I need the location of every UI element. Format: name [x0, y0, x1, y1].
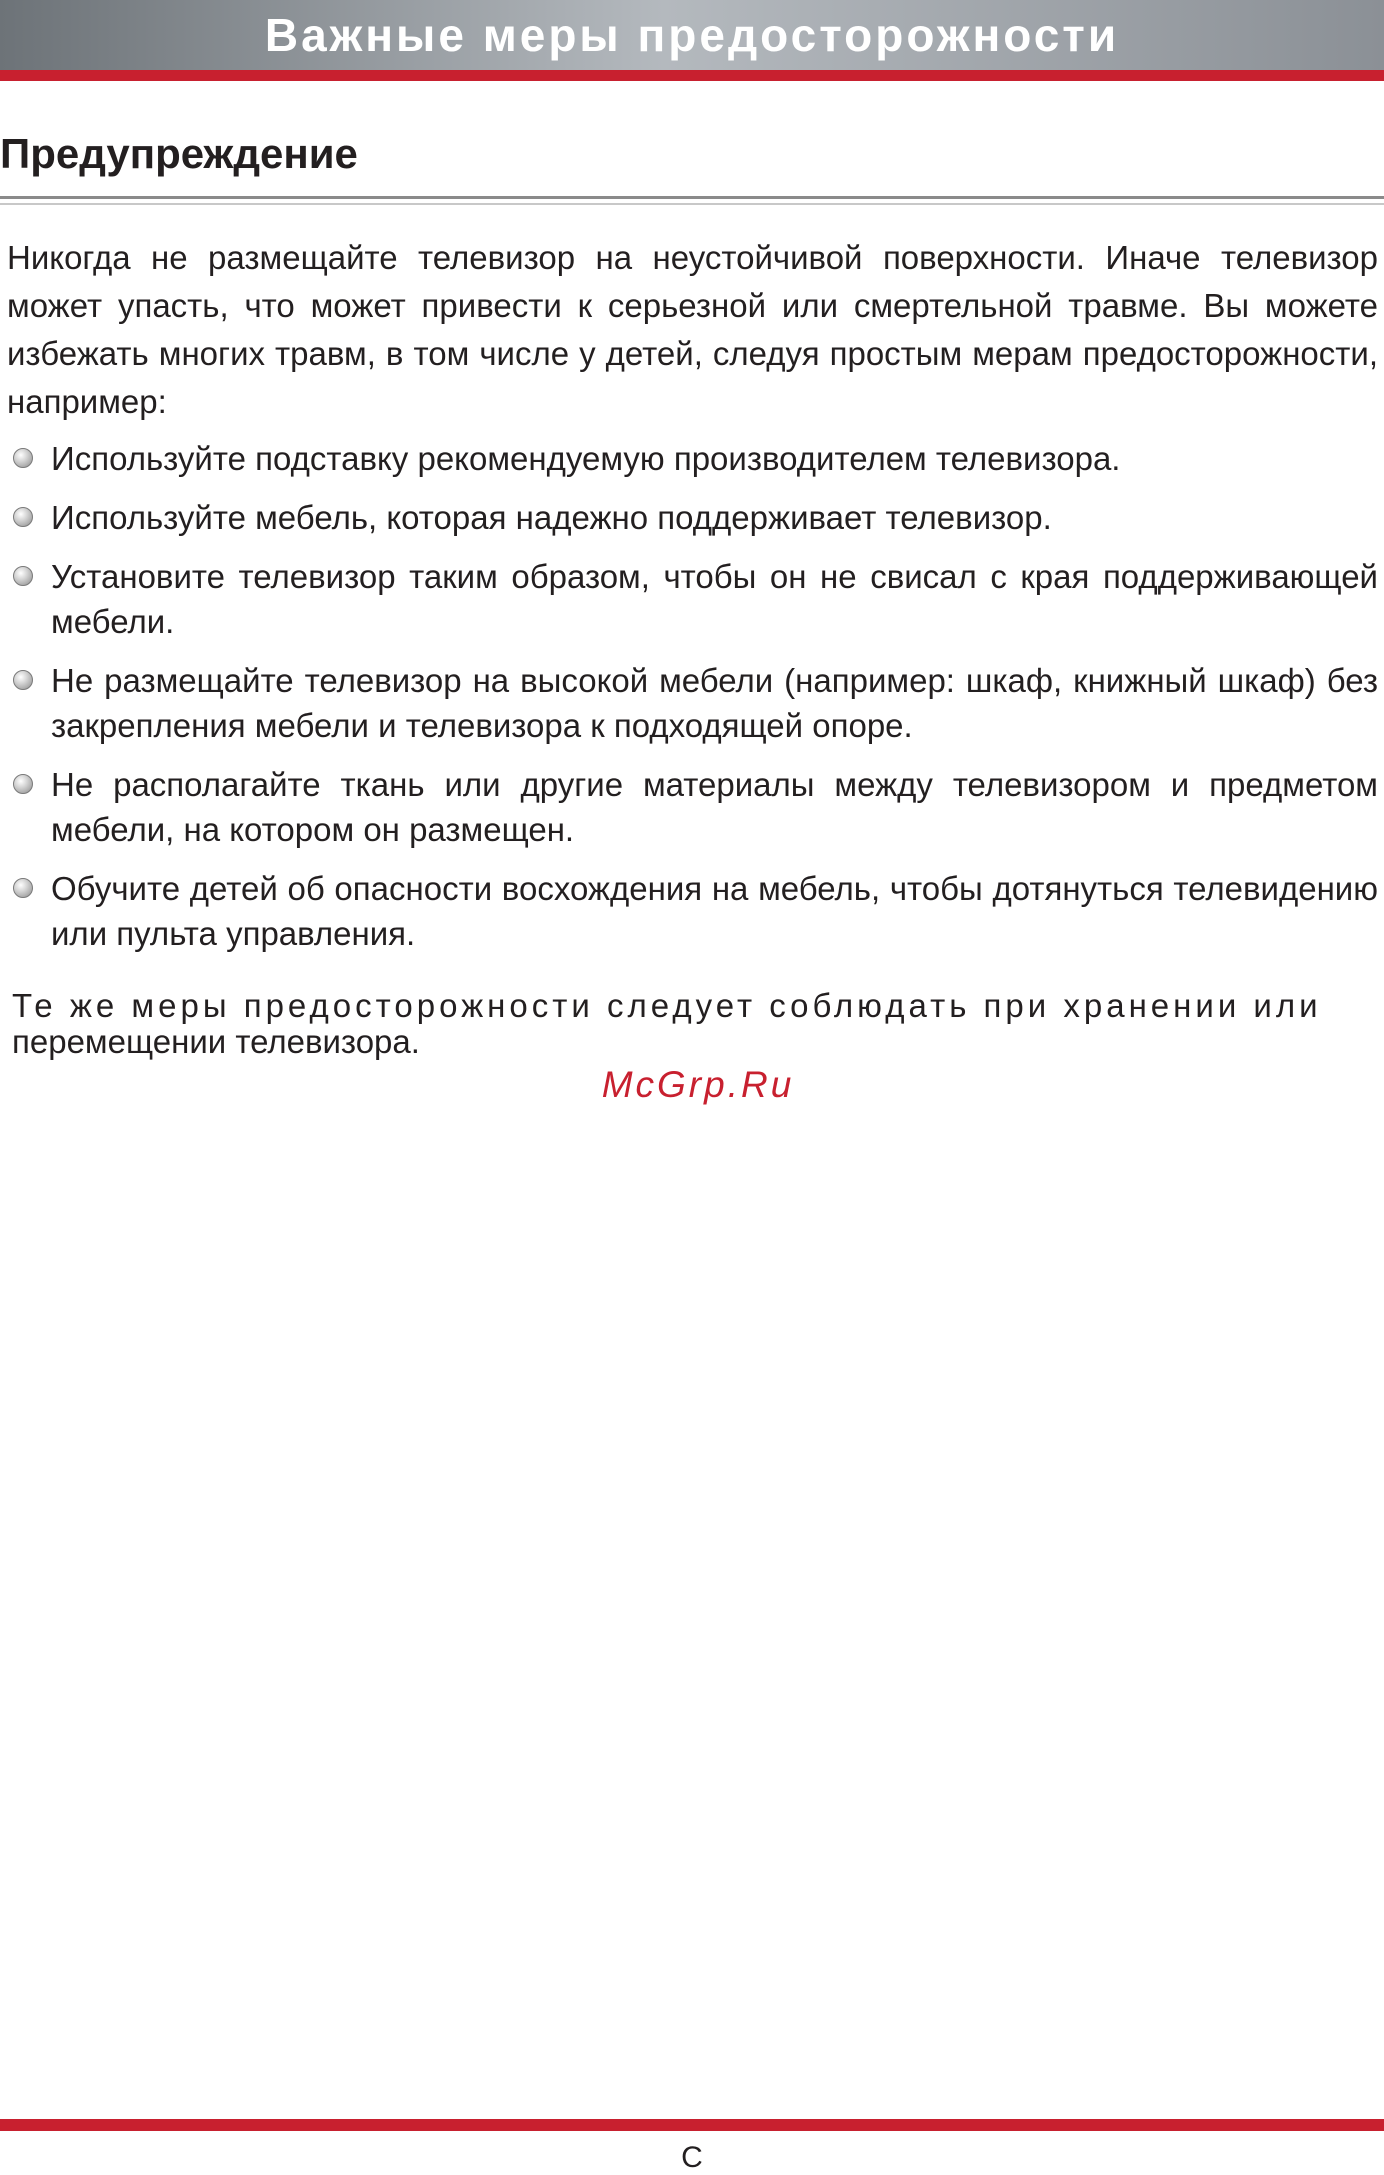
bullet-icon [13, 507, 33, 527]
closing-line-2: перемещении телевизора. [12, 1023, 420, 1060]
list-item-text: Обучите детей об опасности восхождения на мебель, чтобы дотянуться телевидению или пульта управления. [51, 870, 1378, 952]
list-item-text: Не располагайте ткань или другие материалы между телевизором и предметом мебели, на котором он размещен. [51, 766, 1378, 848]
bullet-icon [13, 774, 33, 794]
section-title: Предупреждение [0, 130, 358, 177]
list-item-text: Используйте мебель, которая надежно поддерживает телевизор. [51, 499, 1052, 536]
bullet-icon [13, 566, 33, 586]
footer-red-rule [0, 2119, 1384, 2131]
page-number: C [681, 2141, 703, 2174]
list-item [0, 436, 1384, 481]
list-item [0, 554, 1384, 644]
bullet-icon [13, 878, 33, 898]
intro-paragraph: Никогда не размещайте телевизор на неустойчивой поверхности. Иначе телевизор может упасть, что может привести к серьезной или смертельной травме. Вы можете избежать многих травм, в том числе у детей, следуя простым мерам предосторожности, например: [7, 239, 1378, 420]
list-item [0, 762, 1384, 852]
page-header-title: Важные меры предосторожности [264, 9, 1120, 61]
bullet-icon [13, 448, 33, 468]
closing-paragraph [12, 988, 1378, 1060]
watermark-link[interactable]: McGrp.Ru [601, 1064, 795, 1105]
list-item [0, 866, 1384, 956]
list-item [0, 495, 1384, 540]
list-item-text: Установите телевизор таким образом, чтобы он не свисал с края поддерживающей мебели. [51, 558, 1378, 640]
bullet-icon [13, 670, 33, 690]
section-divider-light [0, 203, 1384, 205]
precautions-list [0, 436, 1384, 970]
list-item [0, 658, 1384, 748]
list-item-text: Используйте подставку рекомендуемую производителем телевизора. [51, 440, 1121, 477]
header-red-rule [0, 70, 1384, 81]
section-divider [0, 196, 1384, 199]
list-item-text: Не размещайте телевизор на высокой мебели (например: шкаф, книжный шкаф) без закрепления мебели и телевизора к подходящей опоре. [51, 662, 1378, 744]
closing-line-1: Те же меры предосторожности следует соблюдать при хранении или [12, 987, 1322, 1024]
